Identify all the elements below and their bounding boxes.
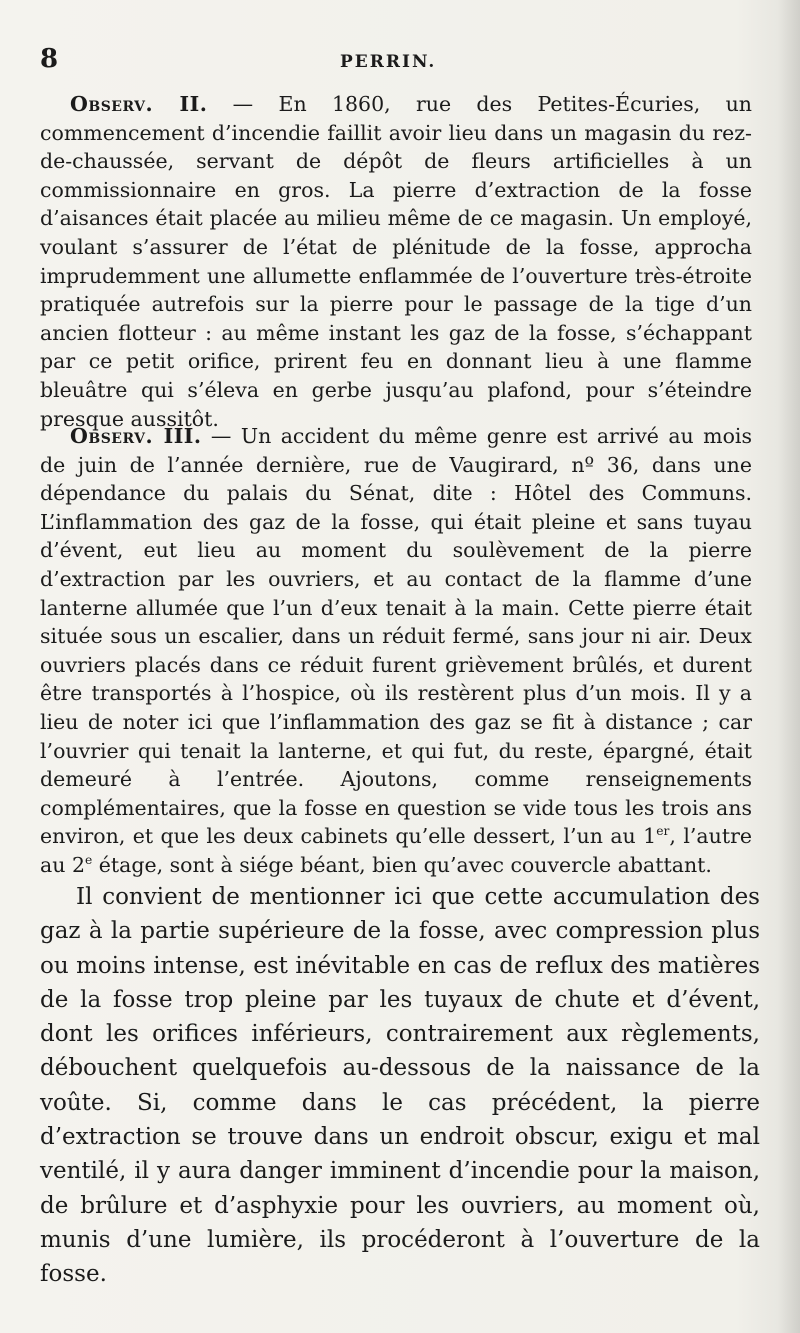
observation-3-text: — Un accident du même genre est arrivé au mois de juin de l’année dernière, rue de Vaugirard, nº 36, dans une dépendance du palais du Sénat, dite : Hôtel des Communs. L’inflammation des gaz de la fosse, qui était pleine et sans tuyau d’évent, eut lieu au moment du soulèvement de la pierre d’extraction par les ouvriers, et au contact de la flamme d’une lanterne allumée que l’un d’eux tenait à la main. Cette pierre était située sous un escalier, dans un réduit fermé, sans jour ni air. Deux ouvriers placés dans ce réduit furent grièvement brûlés, et durent être transportés à l’hospice, où ils restèrent plus d’un mois. Il y a lieu de noter ici que l’inflammation des gaz se fit à distance ; car l’ouvrier qui tenait la lanterne, et qui fut, du reste, épargné, était demeuré à l’entrée. Ajoutons, comme renseignements complémentaires, que la fosse en question se vide tous les trois ans environ, et que les deux cabinets qu’elle dessert, l’un au 1 xyxy=(40,424,752,849)
observation-3-paragraph xyxy=(40,422,752,880)
body-paragraph: Il convient de mentionner ici que cette accumulation des gaz à la partie supérieure de la fosse, avec compression plus ou moins intense, est inévitable en cas de reflux des matières de la fosse trop pleine par les tuyaux de chute et d’évent, dont les orifices inférieurs, contrairement aux règlements, débouchent quelquefois au-dessous de la naissance de la voûte. Si, comme dans le cas précédent, la pierre d’extraction se trouve dans un endroit obscur, exigu et mal ventilé, il y aura danger imminent d’incendie pour la maison, de brûlure et d’asphyxie pour les ouvriers, au moment où, munis d’une lumière, ils procéderont à l’ouverture de la fosse. xyxy=(40,884,760,1288)
running-title: PERRIN. xyxy=(340,52,437,72)
observation-2-text: — En 1860, rue des Petites-Écuries, un commencement d’incendie faillit avoir lieu dans un magasin du rez-de-chaussée, servant de dépôt de fleurs artificielles à un commissionnaire en gros. La pierre d’extraction de la fosse d’aisances était placée au milieu même de ce magasin. Un employé, voulant s’assurer de l’état de plénitude de la fosse, approcha imprudemment une allumette enflammée de l’ouverture très-étroite pratiquée autrefois sur la pierre pour le passage de la tige d’un ancien flotteur : au même instant les gaz de la fosse, s’échappant par ce petit orifice, prirent feu en donnant lieu à une flamme bleuâtre qui s’éleva en gerbe jusqu’au plafond, pour s’éteindre presque aussitôt. xyxy=(40,92,752,431)
page-number: 8 xyxy=(40,44,59,74)
observation-2-label: Observ. II. xyxy=(70,92,208,116)
observation-3-text-end: étage, sont à siége béant, bien qu’avec couvercle abattant. xyxy=(92,852,712,877)
superscript-er: er xyxy=(656,824,670,839)
superscript-e: e xyxy=(84,853,93,868)
observation-2-paragraph xyxy=(40,90,752,433)
observation-3-text-middle: , l’autre au 2 xyxy=(40,824,752,877)
page-edge-shadow xyxy=(778,0,800,1333)
running-head xyxy=(40,44,750,78)
observation-3-label: Observ. III. xyxy=(70,424,202,448)
